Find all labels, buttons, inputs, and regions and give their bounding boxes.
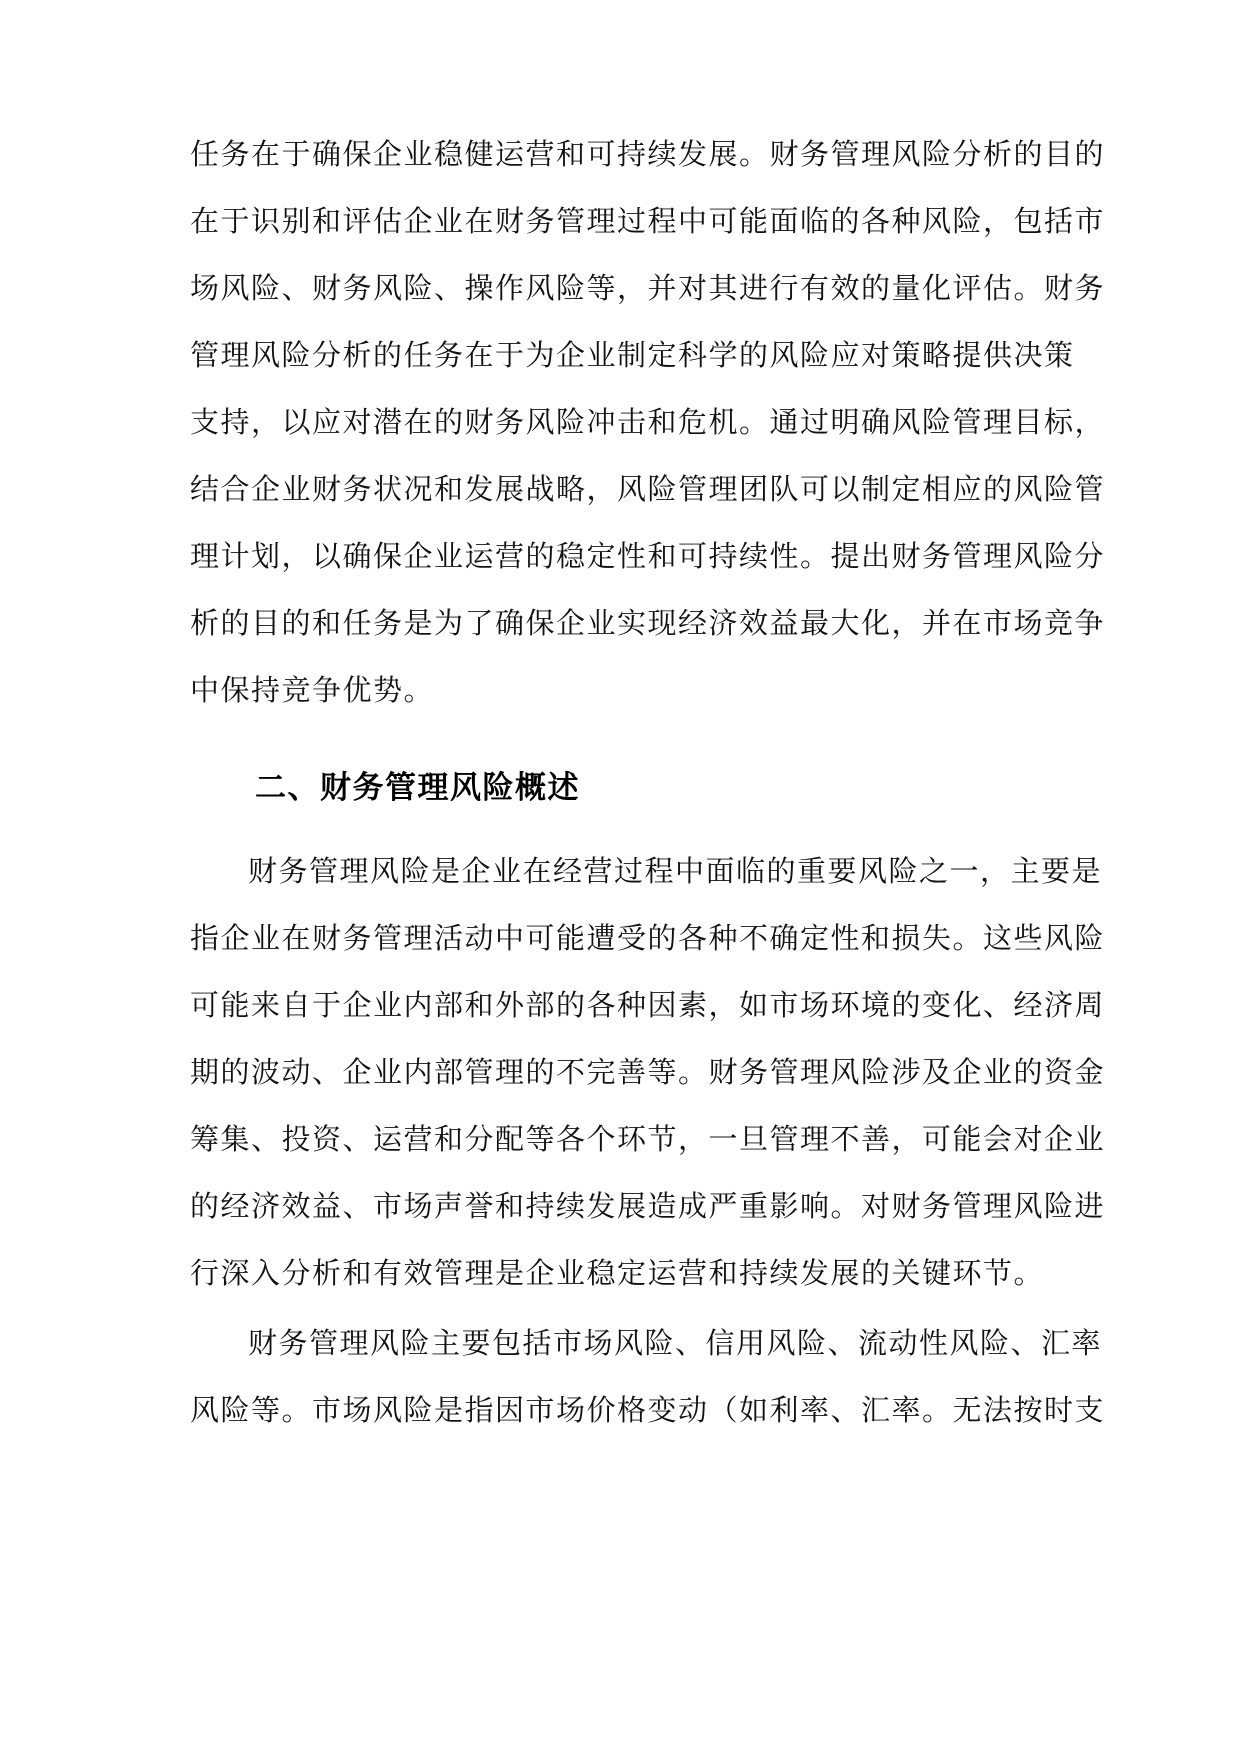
paragraph-line: 指企业在财务管理活动中可能遭受的各种不确定性和损失。这些风险 (190, 921, 1106, 955)
section-heading: 二、财务管理风险概述 (255, 770, 580, 806)
paragraph-line: 财务管理风险是企业在经营过程中面临的重要风险之一，主要是 (248, 854, 1103, 888)
paragraph-line: 期的波动、企业内部管理的不完善等。财务管理风险涉及企业的资金 (190, 1055, 1106, 1089)
paragraph-line: 理计划，以确保企业运营的稳定性和可持续性。提出财务管理风险分 (190, 539, 1106, 573)
paragraph-line: 风险等。市场风险是指因市场价格变动（如利率、汇率。无法按时支 (190, 1393, 1106, 1427)
paragraph-line: 筹集、投资、运营和分配等各个环节，一旦管理不善，可能会对企业 (190, 1122, 1106, 1156)
paragraph-line: 场风险、财务风险、操作风险等，并对其进行有效的量化评估。财务 (190, 271, 1106, 305)
paragraph-line: 可能来自于企业内部和外部的各种因素，如市场环境的变化、经济周 (190, 988, 1106, 1022)
paragraph-line: 析的目的和任务是为了确保企业实现经济效益最大化，并在市场竞争 (190, 606, 1106, 640)
paragraph-line: 中保持竞争优势。 (190, 673, 435, 707)
paragraph-line: 任务在于确保企业稳健运营和可持续发展。财务管理风险分析的目的 (190, 137, 1106, 171)
paragraph-line: 行深入分析和有效管理是企业稳定运营和持续发展的关键环节。 (190, 1256, 1045, 1290)
paragraph-line: 结合企业财务状况和发展战略，风险管理团队可以制定相应的风险管 (190, 472, 1106, 506)
paragraph-line: 支持，以应对潜在的财务风险冲击和危机。通过明确风险管理目标， (190, 405, 1106, 439)
paragraph-line: 的经济效益、市场声誉和持续发展造成严重影响。对财务管理风险进 (190, 1189, 1106, 1223)
paragraph-line: 管理风险分析的任务在于为企业制定科学的风险应对策略提供决策 (190, 338, 1075, 372)
paragraph-line: 财务管理风险主要包括市场风险、信用风险、流动性风险、汇率 (248, 1326, 1103, 1360)
paragraph-line: 在于识别和评估企业在财务管理过程中可能面临的各种风险，包括市 (190, 204, 1106, 238)
